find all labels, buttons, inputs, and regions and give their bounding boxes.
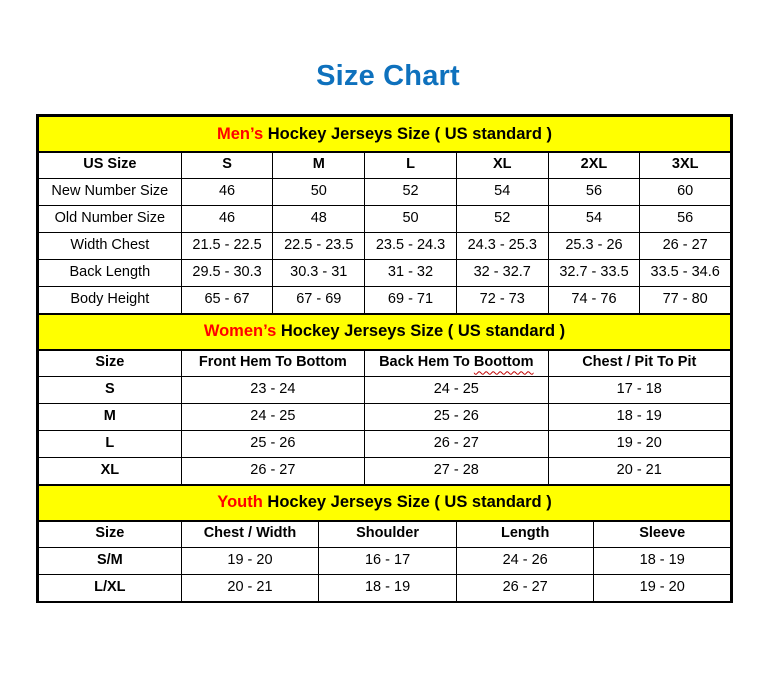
womens-value-cell: 18 - 19 <box>548 404 732 431</box>
youth-value-cell: 19 - 20 <box>594 575 732 602</box>
youth-section-header-row <box>38 485 732 521</box>
womens-value-cell: 23 - 24 <box>181 377 364 404</box>
youth-value-cell: 18 - 19 <box>319 575 457 602</box>
womens-table-row <box>38 458 732 485</box>
mens-columns-header-row <box>38 152 732 179</box>
youth-size-table <box>36 484 733 603</box>
mens-column-header: 3XL <box>640 152 732 179</box>
mens-section-title <box>38 116 732 152</box>
mens-column-header: S <box>181 152 273 179</box>
womens-table-row <box>38 431 732 458</box>
mens-section-title-rest: Hockey Jerseys Size ( US standard ) <box>263 124 553 143</box>
youth-value-cell: 19 - 20 <box>181 548 319 575</box>
womens-size-table <box>36 313 733 486</box>
mens-size-table <box>36 114 733 314</box>
mens-value-cell: 32 - 32.7 <box>456 260 548 287</box>
youth-column-header: Length <box>456 521 594 548</box>
page-title: Size Chart <box>316 60 460 92</box>
mens-value-cell: 21.5 - 22.5 <box>181 233 273 260</box>
womens-row-label: L <box>38 431 182 458</box>
mens-value-cell: 31 - 32 <box>365 260 457 287</box>
mens-value-cell: 65 - 67 <box>181 287 273 314</box>
womens-column-header: Chest / Pit To Pit <box>548 350 732 377</box>
mens-column-header: US Size <box>38 152 182 179</box>
womens-value-cell: 19 - 20 <box>548 431 732 458</box>
mens-value-cell: 54 <box>456 179 548 206</box>
mens-value-cell: 56 <box>548 179 640 206</box>
mens-value-cell: 52 <box>456 206 548 233</box>
womens-section-header-row <box>38 314 732 350</box>
mens-value-cell: 50 <box>365 206 457 233</box>
mens-value-cell: 25.3 - 26 <box>548 233 640 260</box>
mens-section-title-accent: Men’s <box>216 124 264 143</box>
womens-column-header <box>365 350 548 377</box>
mens-value-cell: 54 <box>548 206 640 233</box>
youth-row-label: L/XL <box>38 575 182 602</box>
mens-value-cell: 56 <box>640 206 732 233</box>
youth-column-header: Sleeve <box>594 521 732 548</box>
youth-column-header: Chest / Width <box>181 521 319 548</box>
mens-value-cell: 67 - 69 <box>273 287 365 314</box>
mens-value-cell: 24.3 - 25.3 <box>456 233 548 260</box>
womens-column-header-text: Back Hem To <box>379 354 474 371</box>
womens-value-cell: 26 - 27 <box>181 458 364 485</box>
mens-value-cell: 26 - 27 <box>640 233 732 260</box>
mens-row-label: Back Length <box>38 260 182 287</box>
youth-value-cell: 24 - 26 <box>456 548 594 575</box>
womens-section-title <box>38 314 732 350</box>
youth-table-row <box>38 575 732 602</box>
youth-value-cell: 16 - 17 <box>319 548 457 575</box>
mens-value-cell: 69 - 71 <box>365 287 457 314</box>
mens-value-cell: 46 <box>181 179 273 206</box>
mens-row-label: New Number Size <box>38 179 182 206</box>
mens-column-header: XL <box>456 152 548 179</box>
womens-table-row <box>38 404 732 431</box>
misspelled-word: Boottom <box>473 354 534 371</box>
mens-section-header-row <box>38 116 732 152</box>
youth-columns-header-row <box>38 521 732 548</box>
mens-column-header: L <box>365 152 457 179</box>
youth-section-title-rest: Hockey Jerseys Size ( US standard ) <box>262 493 552 512</box>
mens-column-header: M <box>273 152 365 179</box>
mens-value-cell: 23.5 - 24.3 <box>365 233 457 260</box>
womens-columns-header-row <box>38 350 732 377</box>
size-chart <box>36 114 733 603</box>
womens-row-label: S <box>38 377 182 404</box>
mens-value-cell: 30.3 - 31 <box>273 260 365 287</box>
womens-value-cell: 17 - 18 <box>548 377 732 404</box>
womens-section-title-accent: Women’s <box>203 322 277 341</box>
womens-value-cell: 24 - 25 <box>365 377 548 404</box>
youth-row-label: S/M <box>38 548 182 575</box>
womens-row-label: XL <box>38 458 182 485</box>
mens-row-label: Width Chest <box>38 233 182 260</box>
womens-value-cell: 27 - 28 <box>365 458 548 485</box>
youth-column-header: Shoulder <box>319 521 457 548</box>
mens-column-header: 2XL <box>548 152 640 179</box>
mens-row-label: Old Number Size <box>38 206 182 233</box>
youth-value-cell: 26 - 27 <box>456 575 594 602</box>
womens-value-cell: 24 - 25 <box>181 404 364 431</box>
mens-value-cell: 74 - 76 <box>548 287 640 314</box>
womens-value-cell: 25 - 26 <box>365 404 548 431</box>
mens-row-label: Body Height <box>38 287 182 314</box>
youth-table-row <box>38 548 732 575</box>
mens-value-cell: 46 <box>181 206 273 233</box>
mens-value-cell: 22.5 - 23.5 <box>273 233 365 260</box>
youth-column-header: Size <box>38 521 182 548</box>
mens-value-cell: 52 <box>365 179 457 206</box>
mens-value-cell: 72 - 73 <box>456 287 548 314</box>
womens-value-cell: 26 - 27 <box>365 431 548 458</box>
mens-table-row <box>38 206 732 233</box>
mens-value-cell: 77 - 80 <box>640 287 732 314</box>
mens-table-row <box>38 287 732 314</box>
mens-value-cell: 33.5 - 34.6 <box>640 260 732 287</box>
mens-table-row <box>38 260 732 287</box>
mens-value-cell: 32.7 - 33.5 <box>548 260 640 287</box>
mens-value-cell: 29.5 - 30.3 <box>181 260 273 287</box>
mens-value-cell: 50 <box>273 179 365 206</box>
mens-value-cell: 60 <box>640 179 732 206</box>
mens-value-cell: 48 <box>273 206 365 233</box>
womens-row-label: M <box>38 404 182 431</box>
womens-value-cell: 20 - 21 <box>548 458 732 485</box>
womens-value-cell: 25 - 26 <box>181 431 364 458</box>
womens-column-header: Size <box>38 350 182 377</box>
youth-value-cell: 20 - 21 <box>181 575 319 602</box>
youth-section-title <box>38 485 732 521</box>
youth-value-cell: 18 - 19 <box>594 548 732 575</box>
womens-section-title-rest: Hockey Jerseys Size ( US standard ) <box>276 322 566 341</box>
youth-section-title-accent: Youth <box>217 493 263 512</box>
mens-table-row <box>38 179 732 206</box>
mens-table-row <box>38 233 732 260</box>
womens-column-header: Front Hem To Bottom <box>181 350 364 377</box>
womens-table-row <box>38 377 732 404</box>
